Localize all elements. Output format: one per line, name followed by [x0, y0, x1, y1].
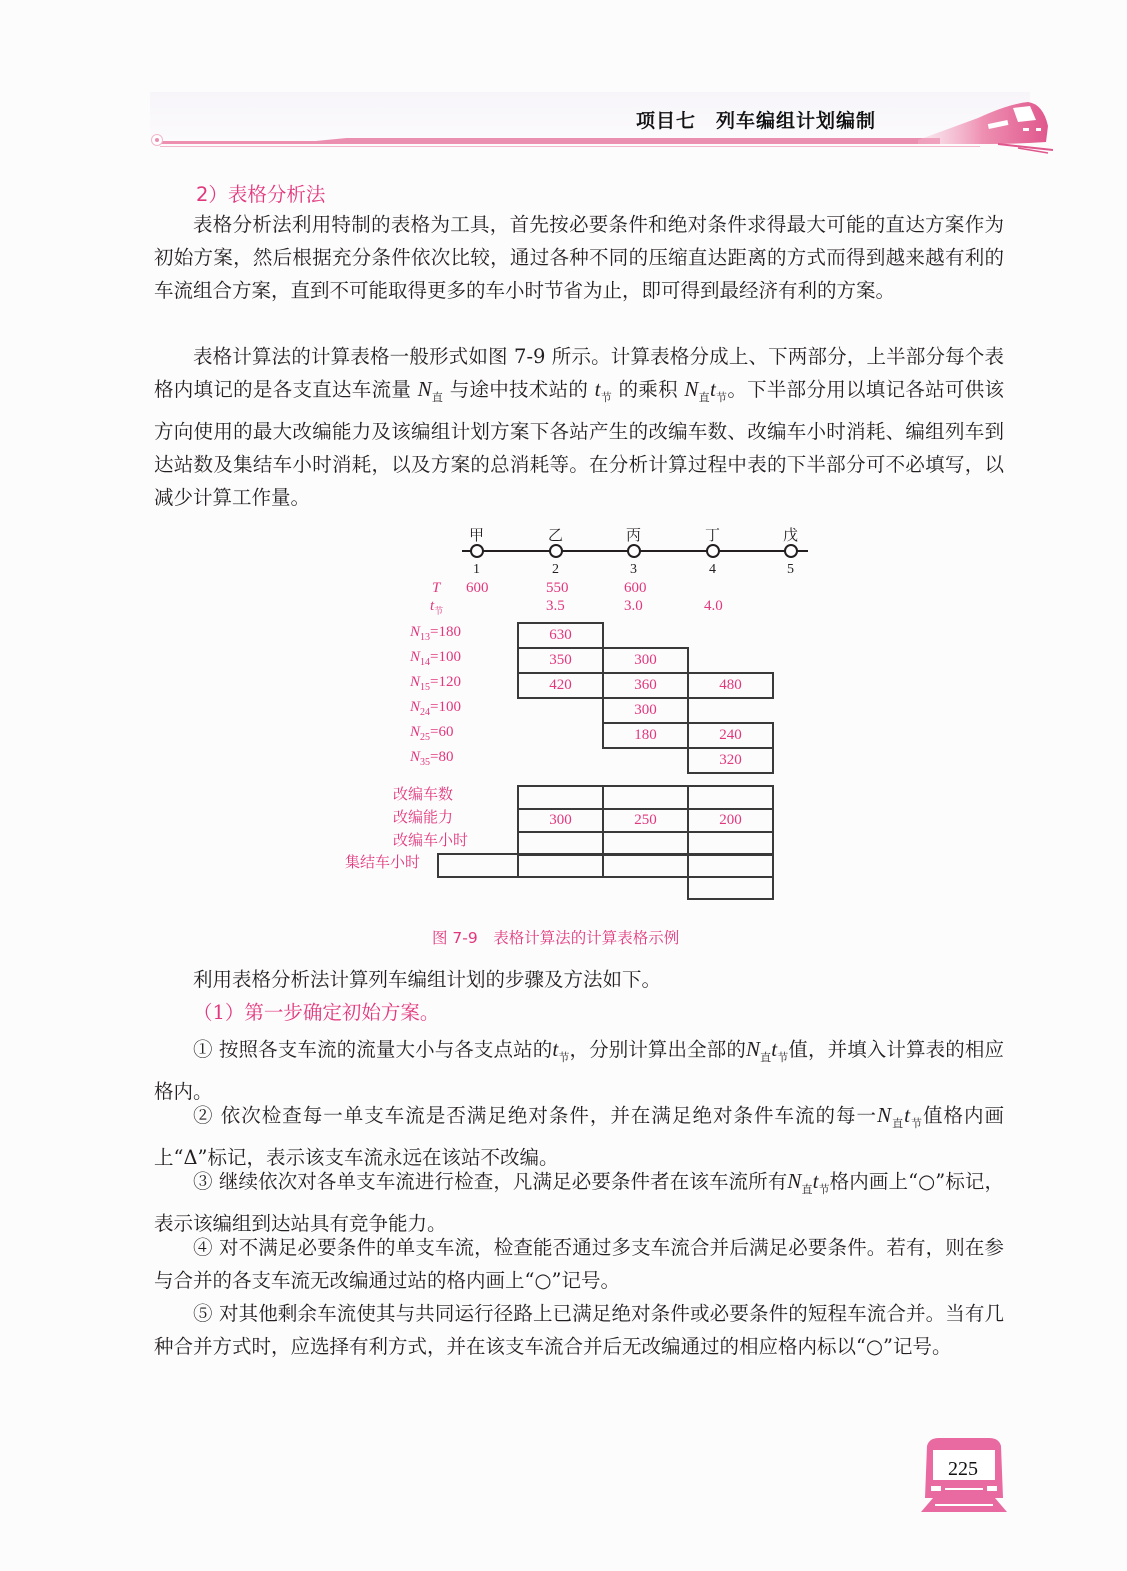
- flow-label: $N_{24}=100$: [410, 699, 461, 718]
- page-number: 225: [948, 1458, 978, 1480]
- station-node: [785, 545, 797, 557]
- figure-caption: 图 7-9 表格计算法的计算表格示例: [432, 929, 680, 947]
- station-number: 3: [630, 562, 637, 577]
- lower-cell: [602, 853, 689, 878]
- flow-cell: 300: [602, 647, 689, 674]
- flow-cell: 180: [602, 722, 689, 749]
- station-name: 丙: [626, 526, 642, 544]
- flow-cell: 480: [687, 672, 774, 699]
- station-name: 丁: [705, 526, 721, 544]
- T-value: 550: [546, 580, 569, 596]
- step-item-5: ⑤ 对其他剩余车流使其与共同运行径路上已满足绝对条件或必要条件的短程车流合并。当有几种合并方式时，应选择有利方式，并在该支车流合并后无改编通过的相应格内标以“○”记号。: [154, 1302, 1004, 1358]
- station-node: [471, 545, 483, 557]
- lower-cell: 300: [517, 808, 604, 833]
- flow-cell: 630: [517, 622, 604, 649]
- t-jie-value: 3.0: [624, 598, 643, 614]
- lower-row-label: 改编车小时: [393, 831, 469, 849]
- paragraph-2: 表格计算法的计算表格一般形式如图 7-9 所示。计算表格分成上、下两部分，上半部分每个表格内填记的是各支直达车流量 $N_直$ 与途中技术站的 $t_节$ 的乘积 $N_直t_节$。下半部分用以填记各站可供该方向使用的最大改编能力及该编组计划方案下各站产生的改编车数、改编车小时消耗、编组列车到达站数及集结车小时消耗，以及方案的总消耗等。在分析计算过程中表的下半部分可不必填写，以减少计算工作量。: [154, 345, 1004, 510]
- lower-cell: [687, 853, 774, 878]
- lower-cell: [517, 853, 604, 878]
- symbol-N-t-product: $N_直t_节$: [684, 377, 728, 405]
- flow-cell: 360: [602, 672, 689, 699]
- lower-row-label: 集结车小时: [345, 853, 421, 871]
- flow-label: $N_{35}=80$: [410, 749, 454, 768]
- station-node: [628, 545, 640, 557]
- lower-cell: 250: [602, 808, 689, 833]
- lower-cell: 200: [687, 808, 774, 833]
- station-name: 甲: [469, 526, 485, 544]
- flow-cell: 420: [517, 672, 604, 699]
- station-name: 乙: [548, 526, 564, 544]
- symbol-N-zhi: $N_直$: [417, 377, 444, 405]
- flow-cell: 240: [687, 722, 774, 749]
- lower-row-label: 改编能力: [393, 808, 454, 826]
- step-item-1: ① 按照各支车流的流量大小与各支点站的$t_节$，分别计算出全部的$N_直t_节$值，并填入计算表的相应格内。: [154, 1037, 1004, 1104]
- station-number: 2: [552, 562, 559, 577]
- station-node: [550, 545, 562, 557]
- T-label: T: [432, 580, 441, 596]
- flow-label: $N_{15}=120$: [410, 674, 461, 693]
- step-item-3: ③ 继续依次对各单支车流进行检查，凡满足必要条件者在该车流所有$N_直t_节$格内画上“○”标记，表示该编组到达站具有竞争能力。: [154, 1169, 1005, 1236]
- flow-label: $N_{25}=60$: [410, 724, 454, 743]
- lower-cell: [602, 785, 689, 810]
- flow-label: $N_{14}=100$: [410, 649, 461, 668]
- chapter-title: 项目七 列车编组计划编制: [636, 110, 877, 132]
- lower-cell: [687, 785, 774, 810]
- station-node: [707, 545, 719, 557]
- lower-cell: [437, 853, 519, 878]
- steps-intro: 利用表格分析法计算列车编组计划的步骤及方法如下。: [193, 968, 662, 991]
- lower-row-label: 改编车数: [393, 785, 454, 803]
- symbol-t-jie: $t_节$: [594, 377, 613, 405]
- t-jie-value: 3.5: [546, 598, 565, 614]
- station-number: 1: [473, 562, 480, 577]
- section-heading: 2）表格分析法: [196, 183, 326, 206]
- lower-cell-extra: [687, 876, 774, 900]
- T-value: 600: [466, 580, 489, 596]
- T-value: 600: [624, 580, 647, 596]
- flow-label: $N_{13}=180$: [410, 624, 461, 643]
- step1-heading: （1）第一步确定初始方案。: [193, 1001, 440, 1024]
- step-item-4: ④ 对不满足必要条件的单支车流，检查能否通过多支车流合并后满足必要条件。若有，则在参与合并的各支车流无改编通过站的格内画上“○”记号。: [154, 1236, 1004, 1292]
- paragraph-1: 表格分析法利用特制的表格为工具，首先按必要条件和绝对条件求得最大可能的直达方案作为初始方案，然后根据充分条件依次比较，通过各种不同的压缩直达距离的方式而得到越来越有利的车流组合方案，直到不可能取得更多的车小时节省为止，即可得到最经济有利的方案。: [154, 213, 1004, 302]
- station-name: 戊: [783, 526, 799, 544]
- flow-cell: 350: [517, 647, 604, 674]
- station-number: 4: [709, 562, 716, 577]
- flow-cell: 300: [602, 697, 689, 724]
- t-jie-label: $t_节$: [430, 598, 444, 617]
- station-number: 5: [787, 562, 794, 577]
- flow-cell: 320: [687, 747, 774, 774]
- lower-cell: [517, 785, 604, 810]
- t-jie-value: 4.0: [704, 598, 723, 614]
- step-item-2: ② 依次检查每一单支车流是否满足绝对条件，并在满足绝对条件车流的每一$N_直t_节$值格内画上“Δ”标记，表示该支车流永远在该站不改编。: [154, 1103, 1005, 1170]
